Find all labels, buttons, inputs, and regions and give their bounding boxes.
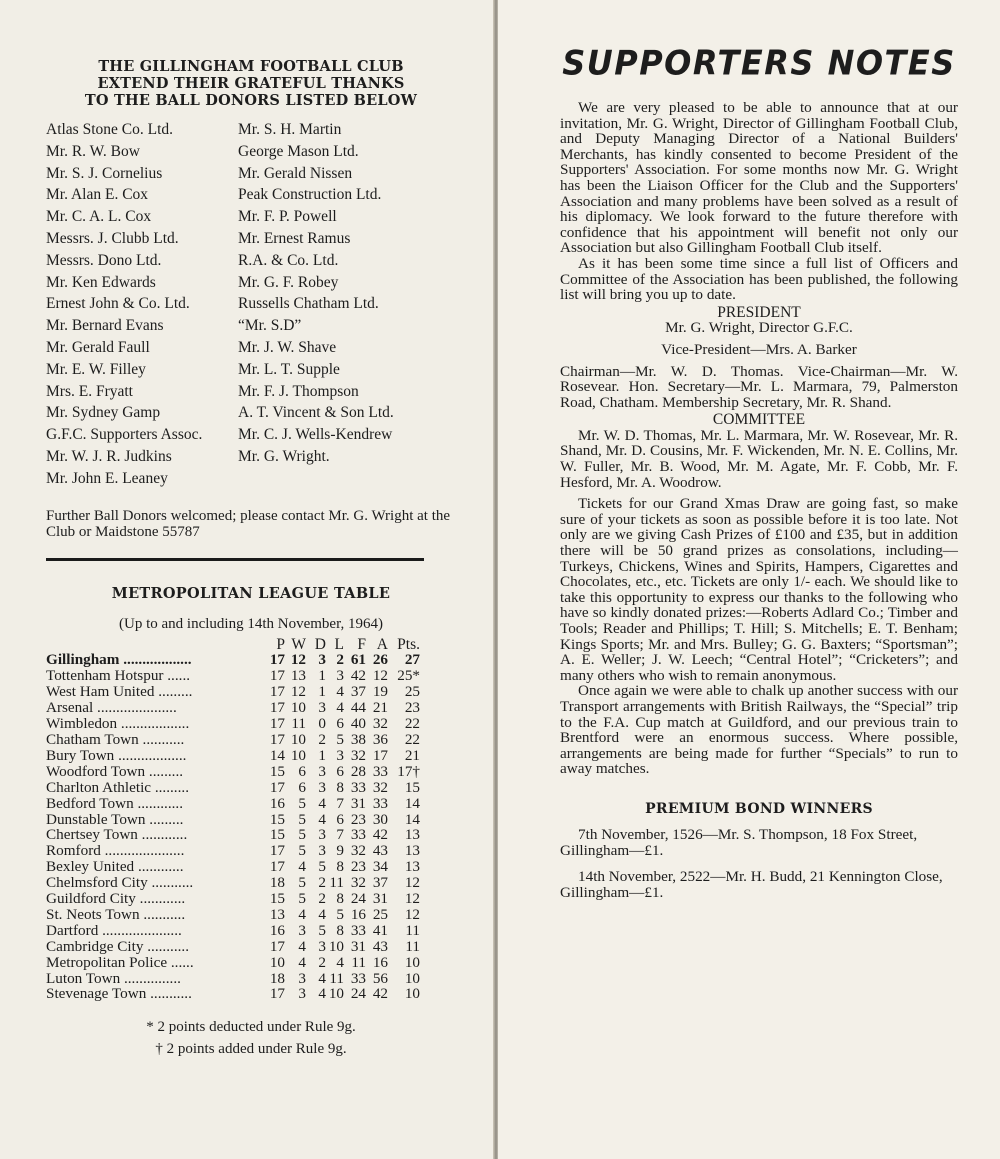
stat-pts: 10 [404, 953, 420, 971]
stat-a: 32 [372, 778, 388, 796]
ball-donors-heading-line: EXTEND THEIR GRATEFUL THANKS [97, 75, 405, 92]
stat-d: 1 [318, 667, 326, 685]
stat-a: 12 [372, 667, 388, 685]
stat-f: 37 [350, 683, 366, 701]
stat-f: 32 [350, 874, 366, 892]
ball-donor-name: Mr. Gerald Faull [46, 338, 150, 356]
team-name: Guildford City ............ [46, 890, 186, 908]
stat-w: 11 [291, 715, 306, 733]
stat-pts: 22 [404, 730, 420, 748]
league-table-row [46, 891, 420, 907]
stat-p: 17 [269, 699, 285, 717]
stat-a: 37 [372, 874, 388, 892]
ball-donor-name: Mr. F. P. Powell [238, 208, 337, 226]
league-table-row [46, 859, 420, 875]
footnote-deducted: * 2 points deducted under Rule 9g. [146, 1019, 356, 1036]
team-name: Romford ..................... [46, 842, 185, 860]
team-name: Woodford Town ......... [46, 762, 184, 780]
ball-donor-name: Mr. G. F. Robey [238, 273, 339, 291]
stat-f: 33 [350, 921, 366, 939]
stat-a: 42 [372, 826, 388, 844]
ball-donor-name: Atlas Stone Co. Ltd. [46, 121, 174, 138]
vice-president: Vice-President—Mrs. A. Barker [661, 340, 857, 358]
stat-w: 12 [290, 651, 306, 669]
stat-a: 31 [372, 890, 388, 908]
league-table-row [46, 955, 420, 971]
stat-p: 18 [269, 969, 285, 987]
stat-w: 5 [298, 810, 306, 828]
president-name: Mr. G. Wright, Director G.F.C. [665, 319, 853, 337]
ball-donor-name: Mr. G. Wright. [238, 447, 330, 465]
stat-a: 33 [372, 794, 388, 812]
stat-w: 5 [298, 890, 306, 908]
stat-d: 3 [318, 842, 326, 860]
premium-bond-winner: 7th November, 1526—Mr. S. Thompson, 18 Fox Street, Gillingham—£1. [560, 825, 918, 859]
stat-p: 17 [269, 651, 285, 669]
stat-pts: 10 [404, 969, 420, 987]
stat-a: 32 [372, 715, 388, 733]
stat-w: 10 [290, 699, 306, 717]
stat-f: 24 [350, 985, 366, 1003]
league-table-row [46, 939, 420, 955]
stat-l: 3 [336, 746, 344, 764]
stat-w: 3 [298, 985, 306, 1003]
paragraph-transport: Once again we were able to chalk up another success with our Transport arrangements with British Railways, the “Special” trip to the F.A. Cup match at Guildford, and our previous train to Brentford were an enormous success. Where possible, arrangements are being made for further “Specials” to run to away matches. [560, 682, 958, 778]
paragraph-officers-intro: As it has been some time since a full list of Officers and Committee of the Association has been published, the following list will bring you up to date. [560, 254, 958, 304]
ball-donor-name [238, 468, 456, 490]
stat-p: 18 [269, 874, 285, 892]
league-table-row [46, 843, 420, 859]
stat-pts: 10 [404, 985, 420, 1003]
col-drawn: D [314, 635, 326, 653]
stat-a: 17 [372, 746, 388, 764]
stat-pts: 25 [404, 683, 420, 701]
stat-a: 26 [372, 651, 388, 669]
team-name: Bedford Town ............ [46, 794, 184, 812]
league-table-row [46, 875, 420, 891]
ball-donor-name: Messrs. Dono Ltd. [46, 251, 162, 269]
stat-f: 31 [350, 937, 366, 955]
ball-donor-name: Mr. Alan E. Cox [46, 186, 149, 204]
team-name: Luton Town ............... [46, 969, 181, 987]
team-name: St. Neots Town ........... [46, 905, 186, 923]
team-name: Charlton Athletic ......... [46, 778, 189, 796]
stat-w: 6 [298, 778, 306, 796]
stat-a: 41 [372, 921, 388, 939]
stat-f: 38 [350, 730, 366, 748]
league-table-row [46, 971, 420, 987]
league-table-row [46, 780, 420, 796]
stat-l: 4 [336, 683, 344, 701]
stat-l: 5 [336, 730, 344, 748]
stat-pts: 12 [404, 905, 420, 923]
stat-p: 15 [269, 810, 285, 828]
stat-p: 16 [269, 794, 285, 812]
stat-w: 4 [298, 858, 306, 876]
team-name: Wimbledon .................. [46, 715, 190, 733]
stat-w: 5 [298, 826, 306, 844]
stat-d: 4 [318, 810, 326, 828]
team-name: Bury Town .................. [46, 746, 187, 764]
stat-pts: 14 [404, 810, 420, 828]
stat-w: 3 [298, 969, 306, 987]
col-played: P [276, 635, 285, 653]
stat-pts: 22 [404, 715, 420, 733]
stat-p: 14 [269, 746, 285, 764]
stat-a: 33 [372, 762, 388, 780]
stat-l: 8 [336, 858, 344, 876]
stat-l: 8 [336, 921, 344, 939]
stat-l: 6 [336, 715, 344, 733]
stat-p: 17 [269, 683, 285, 701]
stat-w: 5 [298, 842, 306, 860]
supporters-notes-body [560, 100, 958, 777]
team-name: Dunstable Town ......... [46, 810, 184, 828]
stat-p: 17 [269, 985, 285, 1003]
ball-donors-heading-line: TO THE BALL DONORS LISTED BELOW [84, 92, 418, 109]
ball-donor-name: R.A. & Co. Ltd. [238, 251, 339, 269]
stat-d: 4 [318, 794, 326, 812]
ball-donor-name: “Mr. S.D” [238, 317, 302, 335]
team-name: Stevenage Town ........... [46, 985, 192, 1003]
stat-w: 3 [298, 921, 306, 939]
stat-d: 3 [318, 937, 326, 955]
team-name: Bexley United ............ [46, 858, 184, 876]
stat-pts: 12 [404, 874, 420, 892]
stat-l: 6 [336, 810, 344, 828]
ball-donor-name: Mr. John E. Leaney [46, 469, 168, 487]
team-name: Gillingham .................. [46, 651, 192, 669]
ball-donor-name: Mr. F. J. Thompson [238, 382, 359, 400]
stat-f: 23 [350, 810, 366, 828]
stat-f: 33 [350, 969, 366, 987]
col-for: F [357, 635, 366, 653]
ball-donor-name: Mr. C. A. L. Cox [46, 208, 152, 226]
stat-a: 43 [372, 842, 388, 860]
stat-f: 33 [350, 826, 366, 844]
team-name: Chatham Town ........... [46, 730, 185, 748]
ball-donor-name: Mr. Gerald Nissen [238, 164, 353, 182]
ball-donor-name: Mr. L. T. Supple [238, 360, 340, 378]
league-table-row [46, 652, 420, 668]
stat-p: 15 [269, 890, 285, 908]
ball-donor-name: Mr. R. W. Bow [46, 142, 140, 160]
right-page [498, 0, 1000, 1159]
stat-p: 17 [269, 858, 285, 876]
ball-donor-name: Mr. S. H. Martin [238, 121, 342, 138]
footnote-added: † 2 points added under Rule 9g. [155, 1041, 347, 1058]
team-name: West Ham United ......... [46, 683, 193, 701]
league-table-row [46, 668, 420, 684]
stat-l: 11 [329, 969, 344, 987]
committee-list: Mr. W. D. Thomas, Mr. L. Marmara, Mr. W. Rosevear, Mr. R. Shand, Mr. D. Cousins, Mr. F. Wickenden, Mr. N. E. Collins, Mr. W. Fuller, Mr. B. Wood, Mr. M. Agate, Mr. F. Cobb, Mr. F. Hesford, Mr. A. Woodrow. [560, 426, 958, 491]
league-table-subtitle: (Up to and including 14th November, 1964) [119, 615, 383, 632]
stat-d: 5 [318, 921, 326, 939]
stat-p: 16 [269, 921, 285, 939]
team-name: Arsenal ..................... [46, 699, 177, 717]
stat-d: 2 [318, 730, 326, 748]
stat-w: 4 [298, 905, 306, 923]
league-table-row [46, 764, 420, 780]
stat-p: 17 [269, 730, 285, 748]
ball-donor-name: Messrs. J. Clubb Ltd. [46, 229, 179, 247]
ball-donor-name: Mr. E. W. Filley [46, 360, 146, 378]
stat-pts: 15 [404, 778, 420, 796]
ball-donor-name: Mr. Ken Edwards [46, 273, 156, 291]
league-table-row [46, 748, 420, 764]
stat-f: 44 [350, 699, 366, 717]
league-table-row [46, 986, 420, 1002]
further-donors-notice: Further Ball Donors welcomed; please contact Mr. G. Wright at the Club or Maidstone 55787 [46, 507, 451, 540]
col-against: A [376, 635, 388, 653]
stat-f: 28 [350, 762, 366, 780]
stat-pts: 23 [404, 699, 420, 717]
paragraph-president-announcement: We are very pleased to be able to announce that at our invitation, Mr. G. Wright, Director of Gillingham Football Club, and Deputy Managing Director of a National Builders' Merchants, has kindly consented to become President of the Supporters' Association. For some months now Mr. G. Wright has been the Liaison Officer for the Club and the Supporters' Association and many problems have been solved as a result of his diplomacy. We look forward to the future therefore with confidence that his appointment will benefit not only our Association but also Gillingham Football Club itself. [560, 99, 958, 257]
league-table [46, 637, 420, 1003]
stat-l: 5 [336, 905, 344, 923]
stat-w: 10 [290, 746, 306, 764]
stat-l: 2 [336, 651, 344, 669]
premium-bond-winner: 14th November, 2522—Mr. H. Budd, 21 Kennington Close, Gillingham—£1. [560, 867, 943, 901]
stat-w: 4 [298, 937, 306, 955]
stat-f: 42 [350, 667, 366, 685]
stat-d: 4 [318, 969, 326, 987]
stat-pts: 13 [404, 858, 420, 876]
stat-w: 13 [290, 667, 306, 685]
stat-d: 4 [318, 985, 326, 1003]
team-name: Chertsey Town ............ [46, 826, 188, 844]
stat-l: 10 [328, 985, 344, 1003]
stat-d: 3 [318, 826, 326, 844]
stat-a: 56 [372, 969, 388, 987]
stat-pts: 13 [404, 842, 420, 860]
stat-l: 4 [336, 953, 344, 971]
stat-p: 17 [269, 778, 285, 796]
league-footnotes [46, 1016, 456, 1060]
ball-donor-name: Mr. S. J. Cornelius [46, 164, 163, 182]
league-table-row [46, 907, 420, 923]
stat-pts: 27 [404, 651, 420, 669]
stat-w: 6 [298, 762, 306, 780]
stat-d: 1 [318, 683, 326, 701]
ball-donor-name: Mr. Bernard Evans [46, 317, 164, 335]
ball-donor-name: G.F.C. Supporters Assoc. [46, 426, 203, 444]
ball-donor-name: Mrs. E. Fryatt [46, 382, 133, 400]
ball-donor-name: Russells Chatham Ltd. [238, 295, 379, 313]
ball-donor-name: Mr. Sydney Gamp [46, 404, 161, 422]
stat-pts: 13 [404, 826, 420, 844]
stat-pts: 14 [404, 794, 420, 812]
stat-d: 4 [318, 905, 326, 923]
stat-w: 12 [290, 683, 306, 701]
col-won: W [291, 635, 306, 653]
col-points: Pts. [397, 635, 420, 653]
team-name: Cambridge City ........... [46, 937, 190, 955]
league-table-row [46, 732, 420, 748]
ball-donors-heading-line: THE GILLINGHAM FOOTBALL CLUB [98, 58, 404, 75]
stat-d: 2 [318, 874, 326, 892]
president-heading: PRESIDENT [717, 303, 801, 321]
stat-a: 34 [372, 858, 388, 876]
league-table-header [46, 637, 420, 653]
stat-p: 17 [269, 667, 285, 685]
officers-list: Chairman—Mr. W. D. Thomas. Vice-Chairman—Mr. W. Rosevear. Hon. Secretary—Mr. L. Marmara, 79, Palmerston Road, Chatham. Membership Secretary, Mr. R. Shand. [560, 362, 958, 411]
stat-pts: 11 [405, 921, 420, 939]
team-name: Tottenham Hotspur ...... [46, 667, 191, 685]
stat-d: 0 [318, 715, 326, 733]
league-table-title: METROPOLITAN LEAGUE TABLE [111, 584, 391, 602]
stat-l: 8 [336, 778, 344, 796]
stat-w: 4 [298, 953, 306, 971]
stat-l: 4 [336, 699, 344, 717]
stat-f: 32 [350, 746, 366, 764]
league-table-row [46, 827, 420, 843]
league-table-row [46, 923, 420, 939]
stat-d: 3 [318, 778, 326, 796]
team-name: Chelmsford City ........... [46, 874, 194, 892]
stat-pts: 12 [404, 890, 420, 908]
ball-donor-name: Mr. Ernest Ramus [238, 229, 351, 247]
ball-donor-name: Peak Construction Ltd. [238, 186, 382, 204]
stat-l: 10 [328, 937, 344, 955]
stat-d: 2 [318, 953, 326, 971]
ball-donors-heading [46, 58, 456, 109]
stat-f: 61 [350, 651, 366, 669]
stat-a: 30 [372, 810, 388, 828]
ball-donor-name: Mr. J. W. Shave [238, 338, 337, 356]
stat-p: 15 [269, 826, 285, 844]
stat-d: 5 [318, 858, 326, 876]
premium-bond-heading: PREMIUM BOND WINNERS [645, 800, 873, 817]
stat-d: 1 [318, 746, 326, 764]
stat-l: 6 [336, 762, 344, 780]
stat-l: 7 [336, 794, 344, 812]
stat-f: 16 [350, 905, 366, 923]
stat-f: 33 [350, 778, 366, 796]
stat-p: 13 [269, 905, 285, 923]
stat-pts: 25* [397, 667, 420, 685]
stat-a: 25 [372, 905, 388, 923]
stat-f: 31 [350, 794, 366, 812]
stat-l: 3 [336, 667, 344, 685]
stat-l: 7 [336, 826, 344, 844]
stat-f: 23 [350, 858, 366, 876]
stat-a: 19 [372, 683, 388, 701]
stat-f: 11 [351, 953, 366, 971]
stat-f: 32 [350, 842, 366, 860]
league-table-row [46, 796, 420, 812]
stat-a: 43 [372, 937, 388, 955]
league-table-row [46, 700, 420, 716]
stat-d: 3 [318, 651, 326, 669]
team-name: Dartford ..................... [46, 921, 182, 939]
stat-w: 10 [290, 730, 306, 748]
ball-donor-name: A. T. Vincent & Son Ltd. [238, 404, 394, 422]
stat-p: 15 [269, 762, 285, 780]
stat-l: 11 [329, 874, 344, 892]
league-table-row [46, 684, 420, 700]
stat-p: 17 [269, 715, 285, 733]
ball-donor-name: George Mason Ltd. [238, 142, 359, 160]
paragraph-xmas-draw: Tickets for our Grand Xmas Draw are going fast, so make sure of your tickets as soon as possible before it is too late. Not only are we giving Cash Prizes of £100 and £35, but in addition there will be 50 grand prizes as consolations, including—Turkeys, Chickens, Wines and Spirits, Hampers, Cigarettes and Chocolates, etc., etc. Tickets are only 1/- each. We should like to take this opportunity to express our thanks to the following who have so kindly donated prizes:—Roberts Adlard Co.; Timber and Tools; Reader and Phillips; T. Hill; S. Mitchells; E. T. Benham; Kings Sports; Mr. and Mrs. Bulley; G. G. Baxters; “Sportsman”; A. E. Weller; J. W. Leech; “Central Hotel”; “Cricketers”; and many others who wish to remain anonymous. [560, 495, 958, 684]
stat-a: 42 [372, 985, 388, 1003]
stat-p: 17 [269, 937, 285, 955]
league-table-row [46, 812, 420, 828]
ball-donor-name: Mr. W. J. R. Judkins [46, 447, 172, 465]
stat-p: 10 [269, 953, 285, 971]
stat-f: 24 [350, 890, 366, 908]
ball-donors-list [46, 119, 456, 490]
stat-w: 5 [298, 874, 306, 892]
stat-d: 3 [318, 762, 326, 780]
stat-pts: 17† [397, 762, 420, 780]
committee-heading: COMMITTEE [712, 411, 806, 429]
col-lost: L [334, 635, 344, 653]
section-divider [46, 558, 424, 561]
ball-donor-name: Ernest John & Co. Ltd. [46, 295, 190, 313]
stat-f: 40 [350, 715, 366, 733]
left-page [0, 0, 494, 1159]
stat-a: 21 [372, 699, 388, 717]
stat-a: 36 [372, 730, 388, 748]
stat-l: 8 [336, 890, 344, 908]
stat-a: 16 [372, 953, 388, 971]
team-name: Metropolitan Police ...... [46, 953, 194, 971]
supporters-notes-title: SUPPORTERS NOTES [562, 43, 956, 83]
ball-donor-name: Mr. C. J. Wells-Kendrew [238, 426, 393, 444]
stat-d: 3 [318, 699, 326, 717]
league-table-row [46, 716, 420, 732]
stat-pts: 21 [404, 746, 420, 764]
stat-l: 9 [336, 842, 344, 860]
stat-p: 17 [269, 842, 285, 860]
stat-w: 5 [298, 794, 306, 812]
stat-pts: 11 [405, 937, 420, 955]
stat-d: 2 [318, 890, 326, 908]
